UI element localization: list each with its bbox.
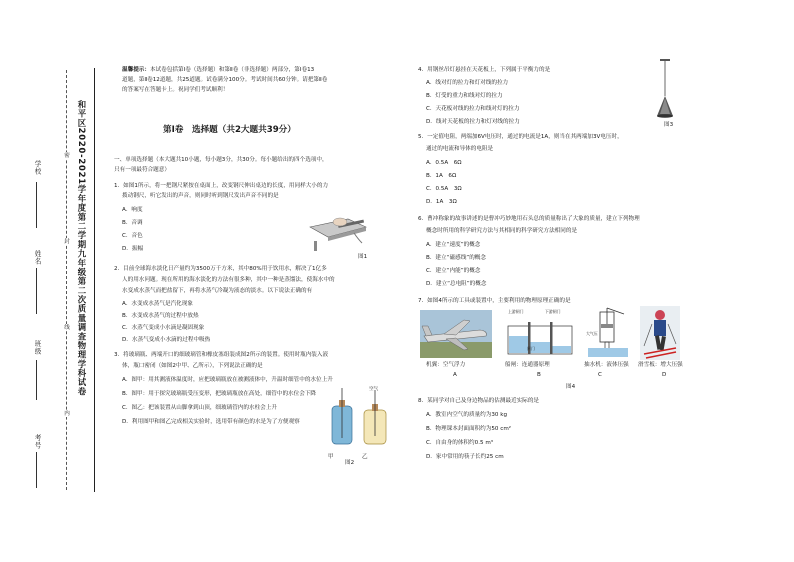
q4-option-d: D．线对天花板的拉力和灯对线的拉力	[426, 119, 520, 125]
q2-line-1: 2．目前全球海水淡化日产量约为3500万千方米，其中80%用于饮用水，解决了1亿多	[114, 266, 327, 272]
section-title: 第Ⅰ卷 选择题（共2大题共39分）	[163, 125, 296, 135]
seal-line	[66, 70, 67, 490]
figure-2-label-air: 空气	[369, 387, 379, 392]
figure-4d-skier	[640, 306, 680, 360]
figure-4b-label-downstream-gate: 下游闸门	[545, 309, 561, 314]
q2-option-c: C．水蒸气变成小水滴是凝固现象	[122, 325, 205, 331]
q7-letter-a: A	[453, 372, 457, 378]
q2-option-a: A．水变成水蒸气是汽化现象	[122, 301, 193, 307]
figure-2-label-jia: 甲	[328, 454, 334, 460]
q2-option-d: D．水蒸气变成小水滴的过程中吸热	[122, 337, 211, 343]
q1-option-c: C．音色	[122, 233, 143, 239]
exam-no-label: 考号	[33, 434, 41, 450]
q1-line-1: 1．如图1所示，将一把钢尺紧按在桌面上，改变钢尺伸出桌边的长度，用同样大小的力	[114, 183, 329, 189]
section-heading-1: 一、单项选择题（本大题共10小题，每小题3分，共30分。每小题给出的四个选项中，	[114, 157, 328, 163]
q7-caption-b: 船闸：连通器原理	[505, 362, 550, 368]
name-blank	[36, 268, 37, 314]
q5-line-1: 5．一定值电阻，两端加6V电压时，通过的电流是1A，则当在其两端加3V电压时，	[418, 134, 623, 140]
figure-1-ruler-on-table	[308, 207, 368, 253]
q3-option-a: A．图甲：用其测液体温度时，应把玻璃瓶放在被测液体中，升温时细管中的水位上升	[122, 377, 333, 383]
q1-line-2: 拨动钢尺，听它发出的声音，则同时听到钢尺发出声音不同的是	[122, 193, 279, 199]
notice-line-1: 温馨提示：本试卷包括第Ⅰ卷（选择题）和第Ⅱ卷（非选择题）两部分，第Ⅰ卷13	[122, 67, 315, 73]
q7-caption-a: 机翼：空气浮力	[426, 362, 466, 368]
q3-line-1: 3．将玻璃瓶、两端开口的细玻璃管和橡皮塞组装成图2所示的装置。使用时瓶内装入液	[114, 352, 329, 358]
q1-option-b: B．音调	[122, 220, 143, 226]
q6-line-1: 6．曹冲称象的故事讲述的是曹冲巧妙地用石头总的质量称出了大象的质量，建立下列物理	[418, 216, 640, 222]
q6-option-b: B．建立“磁感线”的概念	[426, 255, 486, 261]
q2-line-3: 水变成水蒸气而把盐留下，再将水蒸气冷凝为液态的淡水。以下说法正确的有	[122, 288, 313, 294]
q7-letter-c: C	[598, 372, 602, 378]
figure-3-caption: 图3	[664, 122, 674, 128]
q7-letter-b: B	[537, 372, 541, 378]
figure-4a-airplane	[420, 310, 492, 358]
q6-option-c: C．建立“内能”的概念	[426, 268, 481, 274]
q3-option-c: C．图乙：把该装置从山脚拿到山顶，细玻璃管内的水柱会上升	[122, 405, 277, 411]
q3-option-d: D．利用图甲和图乙完成相关实验时，选用带有颜色的水是为了方便观察	[122, 419, 300, 425]
seal-char-3: 线	[63, 324, 69, 331]
figure-4b-ship-lock	[506, 312, 574, 356]
q5-option-c: C．0.5A 3Ω	[426, 186, 462, 192]
figure-2-caption: 图2	[345, 460, 355, 466]
q6-line-2: 概念时所用的科学研究方法与其相同的科学研究方法相同的是	[426, 228, 578, 234]
q7-caption-c: 抽水机：液体压强	[584, 362, 629, 368]
q2-option-b: B．水变成水蒸气的过程中放热	[122, 313, 199, 319]
figure-1-caption: 图1	[358, 254, 368, 260]
seal-char-1: 密	[63, 152, 69, 159]
notice-line-3: 的答案写在答题卡上。祝同学们考试顺利！	[122, 87, 229, 93]
q4-option-c: C．天花板对线的拉力和线对灯的拉力	[426, 106, 520, 112]
q8-option-b: B．物理课本封面面积约为50 cm²	[426, 426, 512, 432]
q5-option-a: A．0.5A 6Ω	[426, 160, 462, 166]
q3-line-2: 体，瓶口密闭（如图2中甲、乙所示），下列说法正确的是	[122, 363, 263, 369]
seal-char-4: 内	[63, 410, 69, 417]
q1-option-d: D．振幅	[122, 246, 144, 252]
figure-4b-label-gate: 闸门	[527, 346, 535, 351]
q5-option-b: B．1A 6Ω	[426, 173, 457, 179]
q8-line-1: 8．某同学对自己及身边物品的估测最近实际的是	[418, 398, 540, 404]
q5-line-2: 通过的电流和导体的电阻是	[426, 146, 494, 152]
q8-option-c: C．自由身的体积约0.5 m³	[426, 440, 494, 446]
seal-char-2: 封	[63, 238, 69, 245]
q2-line-2: 人的用水问题。现在所用的海水淡化的方法有很多种，其中一种是蒸馏法，使海水中的	[122, 277, 335, 283]
q3-option-b: B．图甲：用于探究玻璃瓶受压变形，把玻璃瓶放在高处，细管中的水位会下降	[122, 391, 317, 397]
notice-line-2: 道题，第Ⅱ卷12道题，共25道题。试卷满分100分。考试时间共60分钟。请把第Ⅱ卷	[122, 77, 328, 83]
exam-title-vertical: 和平区2020-2021学年度第二学期九年级第二次质量调查物理学科试卷	[77, 100, 87, 397]
figure-4-caption: 图4	[566, 384, 576, 390]
figure-2-bottles	[328, 386, 392, 456]
school-label: 学校	[33, 160, 41, 176]
q1-option-a: A．响度	[122, 207, 143, 213]
q4-option-b: B．灯受的重力和线对灯的拉力	[426, 93, 503, 99]
q7-caption-d: 滑雪板：增大压强	[638, 362, 683, 368]
q6-option-d: D．建立“总电阻”的概念	[426, 281, 487, 287]
exam-no-blank	[36, 452, 37, 488]
class-label: 班级	[33, 340, 41, 356]
figure-4c-label-atmosphere: 大气压	[586, 331, 598, 336]
school-blank	[36, 182, 37, 228]
figure-2-label-yi: 乙	[362, 454, 368, 460]
class-blank	[36, 360, 37, 400]
q4-line-1: 4．用钢丝吊灯悬挂在天花板上，下列属于平衡力的是	[418, 67, 551, 73]
notice-label: 温馨提示：	[122, 67, 150, 73]
q7-letter-d: D	[662, 372, 667, 378]
q8-option-d: D．家中常用的筷子长约25 cm	[426, 454, 504, 460]
q8-option-a: A．教室内空气的质量约为30 kg	[426, 412, 508, 418]
q5-option-d: D．1A 3Ω	[426, 199, 457, 205]
figure-3-hanging-lamp	[652, 58, 678, 120]
q6-option-a: A．建立“速度”的概念	[426, 242, 481, 248]
section-heading-2: 只有一项最符合题意）	[114, 167, 170, 173]
q4-option-a: A．线对灯的拉力和灯对线的拉力	[426, 80, 509, 86]
margin-rule	[94, 68, 95, 492]
q7-line-1: 7．如图4所示的工具或装置中，主要利用的物理原理正确的是	[418, 298, 571, 304]
figure-4b-label-upstream-gate: 上游闸门	[508, 309, 524, 314]
name-label: 姓名	[33, 250, 41, 266]
